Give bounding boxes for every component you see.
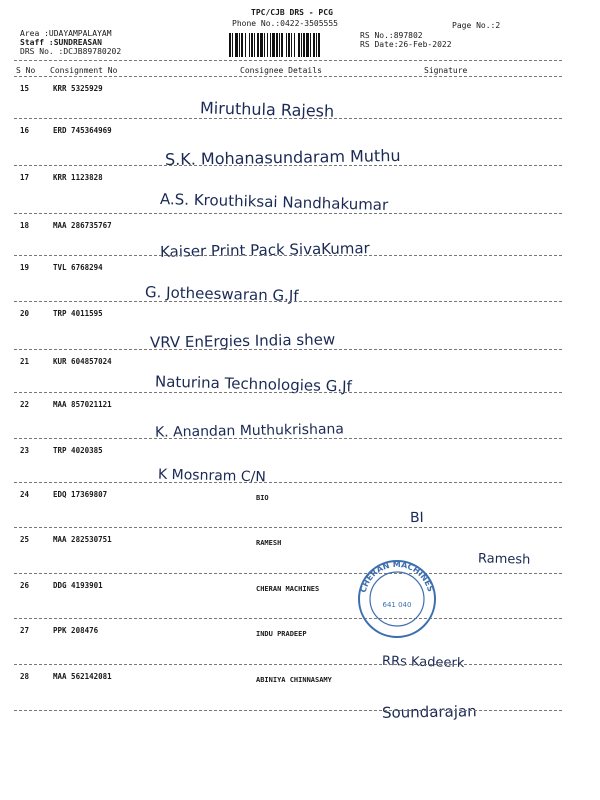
row-consignment-no: MAA 286735767 [53, 221, 112, 230]
row-sno: 20 [20, 309, 30, 318]
row-sno: 26 [20, 581, 30, 590]
row-consignee: RAMESH [256, 539, 282, 547]
barcode-bar [318, 33, 320, 57]
barcode-bar [245, 33, 246, 57]
barcode-bar [286, 33, 287, 57]
barcode-bar [251, 33, 253, 57]
column-header-consignee: Consignee Details [240, 66, 322, 75]
barcode-bar [291, 33, 292, 57]
row-sno: 16 [20, 126, 30, 135]
row-divider [14, 618, 562, 619]
barcode-bar [270, 33, 271, 57]
row-sno: 21 [20, 357, 30, 366]
row-consignment-no: DDG 4193901 [53, 581, 103, 590]
phone-number: Phone No.:0422-3505555 [232, 19, 338, 28]
row-divider [14, 165, 562, 166]
row-handwritten-signature: G. Jotheeswaran G.Jf [144, 282, 299, 306]
divider [14, 60, 562, 61]
barcode-bar [272, 33, 275, 57]
rs-number: RS No.:897802 [360, 31, 423, 40]
company-stamp [356, 558, 438, 640]
row-handwritten-signature: VRV EnErgies India shew [149, 330, 336, 352]
row-handwritten-signature: Kaiser Print Pack SivaKumar [159, 239, 370, 261]
divider [14, 76, 562, 77]
column-header-signature: Signature [424, 66, 468, 75]
staff-label: Staff :SUNDREASAN [20, 38, 102, 47]
row-consignment-no: ERD 745364969 [53, 126, 112, 135]
column-header-consignment: Consignment No [50, 66, 118, 75]
row-consignment-no: KRR 1123828 [53, 173, 103, 182]
barcode-bar [232, 33, 233, 57]
row-handwritten-signature: A.S. Krouthiksai Nandhakumar [159, 190, 389, 214]
stamp-text: CHERAN MACHINES [358, 559, 436, 594]
barcode [229, 33, 355, 57]
row-consignment-no: PPK 208476 [53, 626, 99, 635]
row-sno: 25 [20, 535, 30, 544]
row-divider [14, 573, 562, 574]
column-header-sno: S No [16, 66, 36, 75]
barcode-bar [301, 33, 302, 57]
row-handwritten-signature: K. Anandan Muthukrishana [154, 421, 345, 441]
barcode-bar [249, 33, 250, 57]
drs-number: DRS No. :DCJB89780202 [20, 47, 122, 56]
barcode-bar [260, 33, 263, 57]
row-consignment-no: MAA 857021121 [53, 400, 112, 409]
row-divider [14, 438, 562, 439]
barcode-bar [257, 33, 259, 57]
barcode-bar [316, 33, 317, 57]
row-consignment-no: TRP 4020385 [53, 446, 103, 455]
page-number: Page No.:2 [452, 21, 501, 30]
barcode-bar [310, 33, 311, 57]
barcode-bar [303, 33, 305, 57]
row-sno: 23 [20, 446, 30, 455]
row-divider [14, 118, 562, 119]
row-consignee: ABINIYA CHINNASAMY [256, 676, 332, 684]
barcode-bar [267, 33, 268, 57]
document-title: TPC/CJB DRS - PCG [251, 8, 333, 17]
barcode-bar [276, 33, 278, 57]
row-divider [14, 349, 562, 350]
barcode-bar [239, 33, 240, 57]
barcode-bar [235, 33, 238, 57]
row-handwritten-signature: Ramesh [477, 551, 531, 568]
barcode-bar [264, 33, 265, 57]
row-handwritten-signature: Miruthula Rajesh [199, 98, 335, 121]
row-divider [14, 527, 562, 528]
barcode-bar [288, 33, 290, 57]
row-sno: 22 [20, 400, 30, 409]
row-sno: 28 [20, 672, 30, 681]
barcode-bar [298, 33, 300, 57]
area-label: Area :UDAYAMPALAYAM [20, 29, 112, 38]
row-consignment-no: MAA 562142081 [53, 672, 112, 681]
row-sno: 27 [20, 626, 30, 635]
stamp-code: 641 040 [382, 601, 412, 609]
barcode-bar [294, 33, 295, 57]
row-sno: 17 [20, 173, 30, 182]
barcode-bar [279, 33, 280, 57]
row-consignee: BIO [256, 494, 269, 502]
row-consignment-no: KUR 604857024 [53, 357, 112, 366]
row-consignment-no: MAA 282530751 [53, 535, 112, 544]
row-divider [14, 392, 562, 393]
row-sno: 15 [20, 84, 30, 93]
row-consignee: INDU PRADEEP [256, 630, 307, 638]
row-handwritten-signature: S.K. Mohanasundaram Muthu [164, 145, 401, 170]
row-divider [14, 664, 562, 665]
row-divider [14, 213, 562, 214]
row-handwritten-signature: Soundarajan [381, 702, 477, 722]
row-divider [14, 255, 562, 256]
barcode-bar [313, 33, 315, 57]
svg-text:CHERAN MACHINES [359, 560, 435, 594]
barcode-bar [229, 33, 231, 57]
barcode-bar [241, 33, 243, 57]
row-sno: 18 [20, 221, 30, 230]
row-consignee: CHERAN MACHINES [256, 585, 320, 593]
row-handwritten-signature: BI [409, 509, 424, 527]
rs-date: RS Date:26-Feb-2022 [360, 40, 452, 49]
row-handwritten-signature: RRs Kadeerk [381, 653, 465, 672]
row-sno: 24 [20, 490, 30, 499]
barcode-bar [281, 33, 283, 57]
row-consignment-no: KRR 5325929 [53, 84, 103, 93]
barcode-bar [306, 33, 309, 57]
row-consignment-no: EDQ 17369807 [53, 490, 108, 499]
barcode-bar [254, 33, 255, 57]
row-sno: 19 [20, 263, 30, 272]
row-handwritten-signature: K Mosnram C/N [157, 466, 267, 486]
row-consignment-no: TVL 6768294 [53, 263, 103, 272]
row-divider [14, 301, 562, 302]
row-consignment-no: TRP 4011595 [53, 309, 103, 318]
row-divider [14, 482, 562, 483]
row-handwritten-signature: Naturina Technologies G.Jf [154, 372, 353, 396]
row-divider [14, 710, 562, 711]
